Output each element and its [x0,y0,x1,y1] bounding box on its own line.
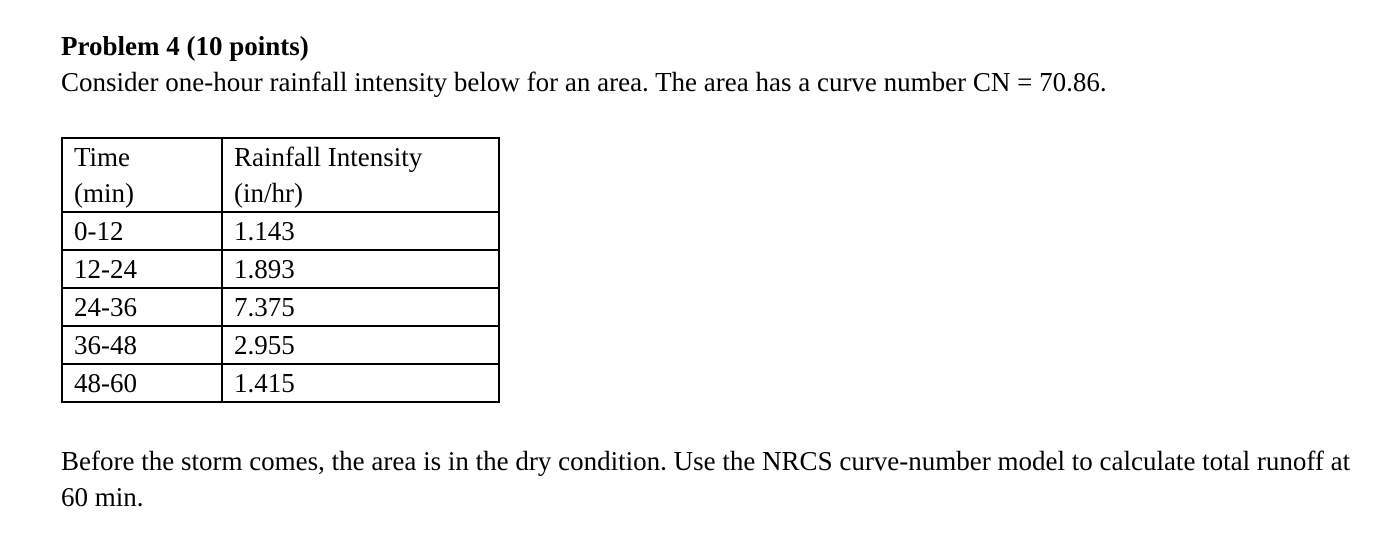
header-intensity-label: Rainfall Intensity [234,142,423,172]
problem-document [61,28,1351,512]
cell-time: 36-48 [62,326,222,364]
cell-intensity: 1.415 [222,364,499,402]
table-header-row [62,138,499,212]
cell-time: 24-36 [62,288,222,326]
cell-time: 48-60 [62,364,222,402]
problem-intro: Consider one-hour rainfall intensity below for an area. The area has a curve number CN = 70.86. [61,67,1107,97]
header-intensity-unit: (in/hr) [234,178,303,208]
header-intensity [222,138,499,212]
problem-title: Problem 4 (10 points) [61,31,309,61]
table-row [62,250,499,288]
table-row [62,212,499,250]
table-row [62,288,499,326]
table-row [62,364,499,402]
cell-intensity: 1.893 [222,250,499,288]
header-time-label: Time [74,142,131,172]
cell-intensity: 2.955 [222,326,499,364]
cell-time: 0-12 [62,212,222,250]
header-time-unit: (min) [74,178,134,208]
cell-intensity: 7.375 [222,288,499,326]
table-row [62,326,499,364]
header-time [62,138,222,212]
rainfall-table [61,137,500,403]
cell-time: 12-24 [62,250,222,288]
cell-intensity: 1.143 [222,212,499,250]
problem-closing: Before the storm comes, the area is in the dry condition. Use the NRCS curve-number model to calculate total runoff at 60 min. [61,446,1351,512]
